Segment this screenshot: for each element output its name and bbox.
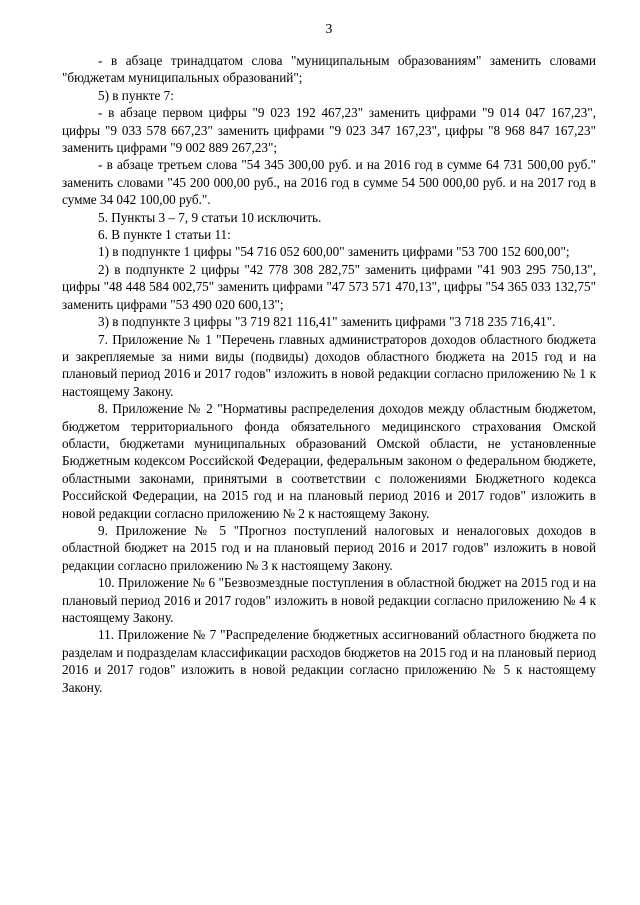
paragraph: 9. Приложение № 5 "Прогноз поступлений налоговых и неналоговых доходов в областной бюджет на 2015 год и на плановый период 2016 и 2017 годов" изложить в новой редакции согласно приложению № 3 к настоящему Закону. [62,522,596,573]
paragraph: 3) в подпункте 3 цифры "3 719 821 116,41" заменить цифрами "3 718 235 716,41". [98,314,556,330]
document-body [62,52,596,696]
paragraph: 8. Приложение № 2 "Нормативы распределения доходов между областным бюджетом, бюджетом территориального фонда обязательного медицинского страхования Омской области, бюджетами муниципальных образований Омской области, не установленные Бюджетным кодексом Российской Федерации, федеральным законом о федеральном бюджете, областными законами, принятыми в соответствии с положениями Бюджетного кодекса Российской Федерации, на 2015 год и на плановый период 2016 и 2017 годов" изложить в новой редакции согласно приложению № 2 к настоящему Закону. [62,401,596,521]
paragraph: 6. В пункте 1 статьи 11: [98,227,231,243]
paragraph: - в абзаце третьем слова "54 345 300,00 руб. и на 2016 год в сумме 64 731 500,00 руб." заменить словами "45 200 000,00 руб., на 2016 год в сумме 54 500 000,00 руб. и на 2017 год в сумме 34 042 100,00 руб.". [62,157,596,208]
page-number: 3 [325,22,333,37]
paragraph: 5. Пункты 3 – 7, 9 статьи 10 исключить. [98,209,322,225]
paragraph: 10. Приложение № 6 "Безвозмездные поступления в областной бюджет на 2015 год и на плановый период 2016 и 2017 годов" изложить в новой редакции согласно приложению № 4 к настоящему Закону. [62,575,596,625]
paragraph: 11. Приложение № 7 "Распределение бюджетных ассигнований областного бюджета по разделам и подразделам классификации расходов бюджетов на 2015 год и на плановый период 2016 и 2017 годов" изложить в новой редакции согласно приложению № 5 к настоящему Закону. [62,627,596,695]
paragraph: - в абзаце первом цифры "9 023 192 467,23" заменить цифрами "9 014 047 167,23", цифры "9 033 578 667,23" заменить цифрами "9 023 347 167,23", цифры "8 968 847 167,23" заменить цифрами "9 002 889 267,23"; [62,105,596,156]
paragraph: - в абзаце тринадцатом слова "муниципальным образованиям" заменить словами "бюджетам муниципальных образований"; [62,53,596,86]
paragraph: 5) в пункте 7: [98,87,174,103]
paragraph: 7. Приложение № 1 "Перечень главных администраторов доходов областного бюджета и закрепляемые за ними виды (подвиды) доходов областного бюджета на 2015 год и на плановый период 2016 и 2017 годов" изложить в новой редакции согласно приложению № 1 к настоящему Закону. [62,331,596,399]
paragraph: 2) в подпункте 2 цифры "42 778 308 282,75" заменить цифрами "41 903 295 750,13", цифры "48 448 584 002,75" заменить цифрами "47 573 571 470,13", цифры "54 365 033 132,75" заменить цифрами "53 490 020 600,13"; [62,261,596,312]
paragraph: 1) в подпункте 1 цифры "54 716 052 600,00" заменить цифрами "53 700 152 600,00"; [98,244,570,260]
